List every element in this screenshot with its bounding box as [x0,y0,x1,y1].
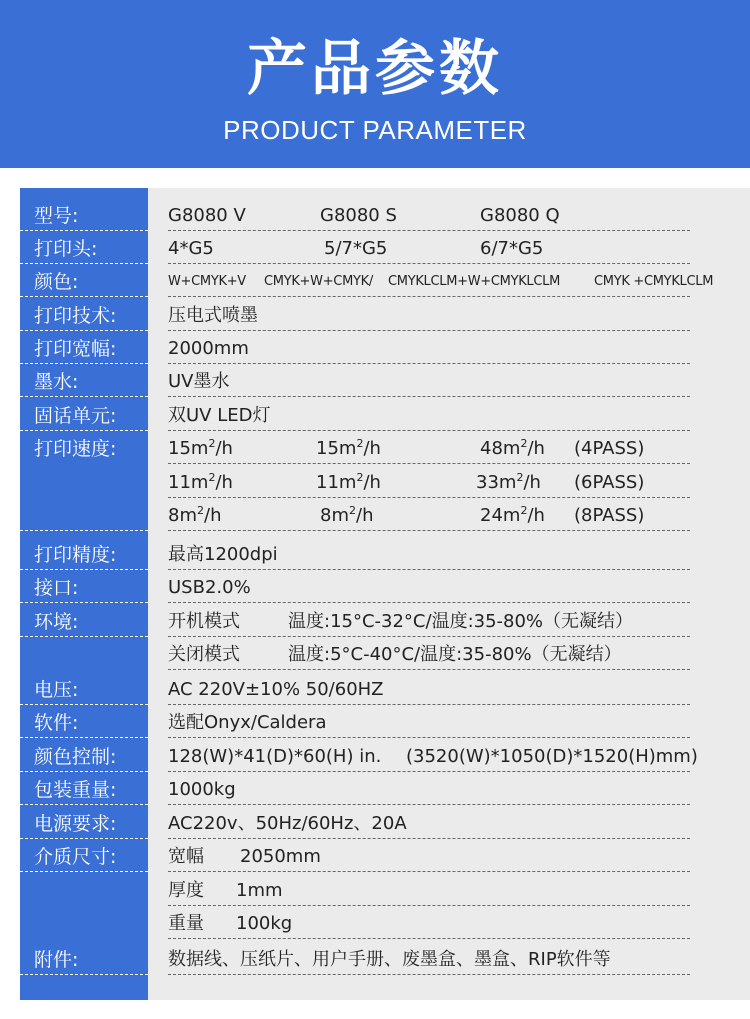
row-divider [168,602,690,603]
row-label: 固话单元: [34,405,117,427]
row-value-area [168,705,708,738]
row-value-area [168,772,708,805]
row-value: 压电式喷墨 [168,305,258,326]
row-label: 打印精度: [34,544,117,566]
table-row [20,942,750,975]
speed-part: 33m [476,472,517,493]
table-row [20,498,750,531]
row-value: 温度:15°C-32°C/温度:35-80%（无凝结） [288,611,634,632]
row-value: 温度:5°C-40°C/温度:35-80%（无凝结） [288,644,622,665]
row-value-area [168,398,708,431]
table-row [20,705,750,738]
row-value: UV墨水 [168,371,230,392]
speed-value [320,498,373,534]
page-title: 产品参数 [247,34,503,104]
pass-mode: (8PASS) [574,505,645,526]
table-row [20,264,750,297]
speed-part: /h [363,438,381,459]
row-label: 环境: [34,611,79,633]
speed-part: /h [204,505,222,526]
row-value-area [168,873,708,906]
table-row [20,604,750,637]
row-label: 颜色控制: [34,746,117,768]
speed-part: 48m [480,438,521,459]
unit-superscript: 2 [208,471,216,484]
row-label: 打印头: [34,238,98,260]
speed-value [476,465,541,501]
speed-value [168,498,221,534]
row-value: 宽幅 [168,846,204,867]
row-value: 2000mm [168,338,249,359]
table-row [20,873,750,906]
speed-value [316,465,381,501]
table-row [20,570,750,603]
row-label: 打印速度: [34,438,117,460]
row-value-area [168,806,708,839]
row-divider [20,737,148,738]
row-label: 介质尺寸: [34,846,117,868]
row-label: 电压: [34,679,79,701]
speed-part: /h [523,472,541,493]
row-value: 1mm [236,880,283,901]
row-divider [20,974,148,975]
speed-part: 11m [168,472,209,493]
row-value-area [168,537,708,570]
unit-superscript: 2 [520,437,528,450]
table-row [20,537,750,570]
row-value: G8080 Q [480,205,560,226]
row-value-area [168,198,708,231]
speed-part: /h [527,438,545,459]
row-divider [168,804,690,805]
unit-superscript: 2 [197,504,204,517]
row-value: 6/7*G5 [480,238,544,259]
speed-value [480,431,545,467]
row-value: 100kg [236,913,293,934]
speed-value [480,498,545,534]
row-divider [168,463,690,464]
table-row [20,839,750,872]
speed-part: 11m [316,472,357,493]
pass-mode: (4PASS) [574,438,645,459]
speed-value [168,431,233,467]
speed-part: /h [215,438,233,459]
table-row [20,231,750,264]
row-value-area [168,637,708,670]
row-divider [168,938,690,939]
row-value: 4*G5 [168,238,214,259]
table-row [20,637,750,670]
row-value: AC 220V±10% 50/60HZ [168,679,384,700]
row-label: 墨水: [34,371,79,393]
row-value-area [168,739,708,772]
row-value-area [168,431,708,464]
row-label: 接口: [34,577,79,599]
row-value: G8080 V [168,205,246,226]
speed-part: 15m [168,438,209,459]
unit-superscript: 2 [520,504,528,517]
row-label: 打印技术: [34,305,117,327]
row-label: 包装重量: [34,779,117,801]
row-divider [168,871,690,872]
row-value-area [168,298,708,331]
row-label: 附件: [34,949,79,971]
row-divider [168,396,690,397]
speed-part: 8m [168,505,197,526]
row-divider [20,602,148,603]
parameter-table [20,188,750,1000]
speed-part: 15m [316,438,357,459]
row-value: 选配Onyx/Caldera [168,712,327,733]
row-divider [20,296,148,297]
speed-value [316,431,381,467]
row-value-area [168,906,708,939]
row-value: 5/7*G5 [324,238,388,259]
speed-part: /h [356,505,374,526]
row-value: 128(W)*41(D)*60(H) in. [168,746,382,767]
row-value-area [168,570,708,603]
row-label: 型号: [34,205,79,227]
unit-superscript: 2 [356,471,364,484]
unit-superscript: 2 [516,471,524,484]
table-row [20,398,750,431]
row-label: 电源要求: [34,813,117,835]
table-row [20,431,750,464]
row-divider [20,530,148,531]
row-value: CMYKLCLM+W+CMYKLCLM [388,274,561,289]
table-row [20,672,750,705]
row-value: 厚度 [168,880,204,901]
row-divider [168,737,690,738]
header-banner [0,0,750,168]
row-value: G8080 S [320,205,397,226]
row-value: 最高1200dpi [168,544,278,565]
row-divider [168,530,690,531]
page-subtitle: PRODUCT PARAMETER [223,115,527,145]
row-label: 软件: [34,712,79,734]
speed-part: 24m [480,505,521,526]
row-value: 关闭模式 [168,644,240,665]
row-value: 数据线、压纸片、用户手册、废墨盒、墨盒、RIP软件等 [168,949,611,970]
row-divider [168,974,690,975]
row-value: (3520(W)*1050(D)*1520(H)mm) [406,746,698,767]
table-row [20,739,750,772]
pass-mode: (6PASS) [574,472,645,493]
row-value-area [168,942,708,975]
row-value: AC220v、50Hz/60Hz、20A [168,813,407,834]
row-value-area [168,604,708,637]
speed-value [168,465,233,501]
row-label: 打印宽幅: [34,338,117,360]
row-value: CMYK +CMYKLCLM [594,274,714,289]
row-value: 1000kg [168,779,236,800]
row-divider [20,871,148,872]
row-divider [20,396,148,397]
row-value: CMYK+W+CMYK/ [264,274,373,289]
table-row [20,772,750,805]
row-value: W+CMYK+V [168,274,246,289]
row-value-area [168,465,708,498]
table-row [20,298,750,331]
row-value: 开机模式 [168,611,240,632]
table-row [20,906,750,939]
unit-superscript: 2 [208,437,216,450]
row-value: 重量 [168,913,204,934]
speed-part: /h [215,472,233,493]
table-row [20,364,750,397]
table-row [20,198,750,231]
speed-part: 8m [320,505,349,526]
row-label: 颜色: [34,271,79,293]
row-divider [20,804,148,805]
table-row [20,331,750,364]
row-value-area [168,331,708,364]
speed-part: /h [527,505,545,526]
table-row [20,465,750,498]
row-value: 2050mm [240,846,321,867]
row-value-area [168,364,708,397]
row-value-area [168,672,708,705]
row-divider [168,296,690,297]
row-value-area [168,498,708,531]
unit-superscript: 2 [356,437,364,450]
row-divider [168,669,690,670]
row-value: USB2.0% [168,577,251,598]
row-value-area [168,839,708,872]
unit-superscript: 2 [349,504,356,517]
row-value: 双UV LED灯 [168,405,271,426]
table-row [20,806,750,839]
row-value-area [168,264,714,297]
row-value-area [168,231,708,264]
speed-part: /h [363,472,381,493]
